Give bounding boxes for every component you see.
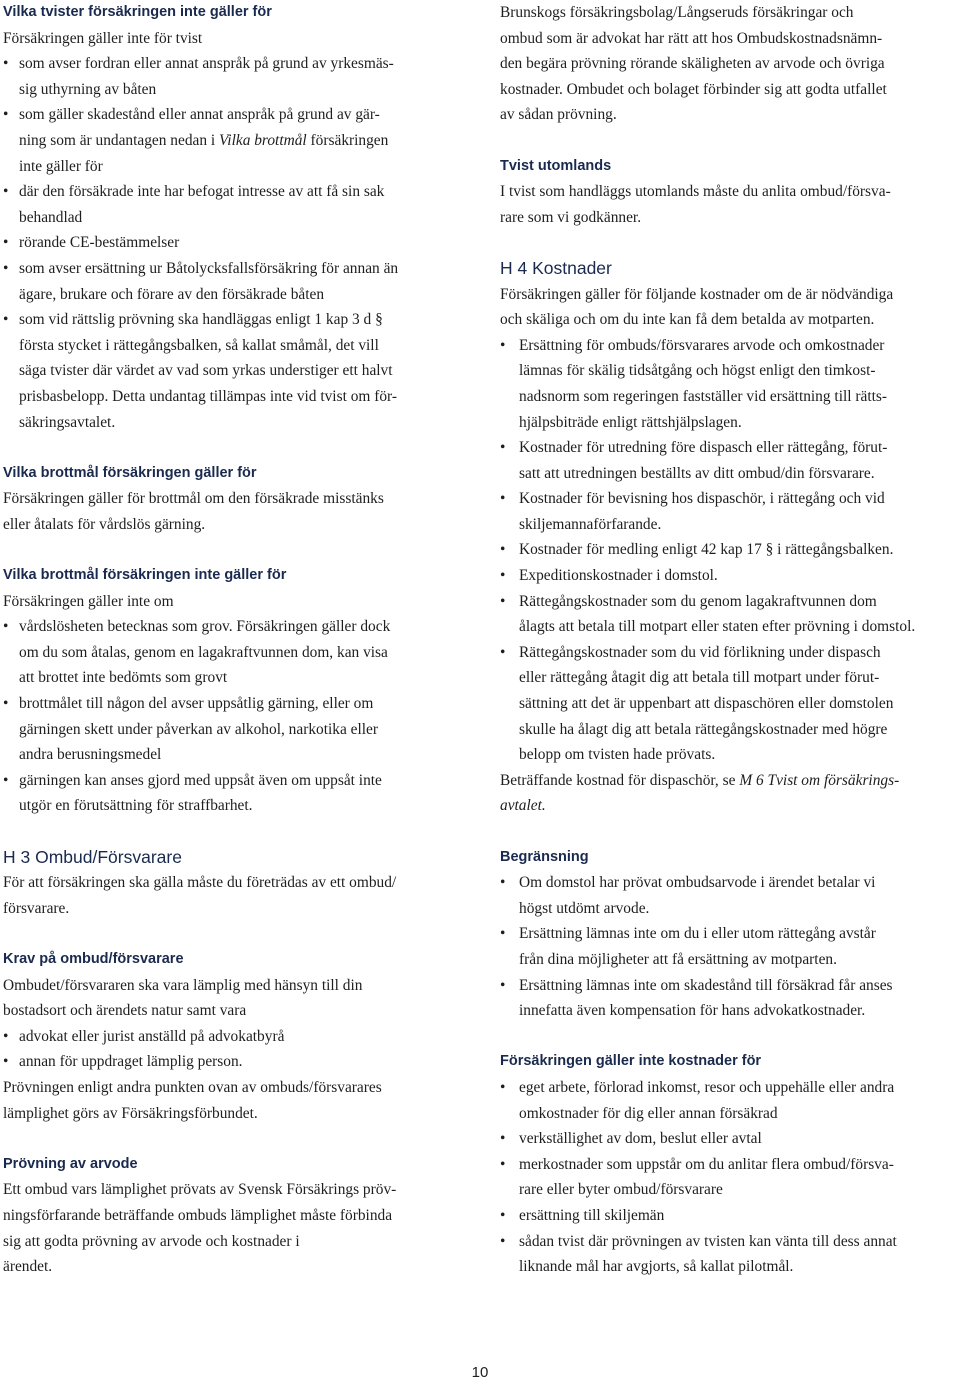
list-item-text: gärningen kan anses gjord med uppsåt även om uppsåt inte [19, 771, 382, 789]
bullet: • [500, 541, 506, 559]
section-heading-limitation: Begränsning [500, 848, 589, 865]
section-heading-crimes-excluded: Vilka brottmål försäkringen inte gäller för [3, 567, 287, 584]
list-item-text: belopp om tvisten hade prövats. [519, 746, 716, 764]
list-item-text: behandlad [19, 208, 83, 226]
list-item-text: hjälpsbiträde enligt rättshjälpslagen. [519, 413, 742, 431]
list-item-text: ersättning till skiljemän [519, 1206, 665, 1224]
list-item-text: andra berusningsmedel [19, 746, 162, 764]
bullet: • [500, 490, 506, 508]
list-item [500, 589, 960, 640]
paragraph-line: eller åtalats för vårdslös gärning. [3, 515, 206, 533]
paragraph-line: rare som vi godkänner. [500, 208, 642, 226]
list-item [500, 537, 960, 563]
list-item [3, 307, 465, 435]
bullet: • [500, 976, 506, 994]
list-item [500, 1126, 960, 1152]
list-item-text: att brottet inte bedömts som grovt [19, 669, 228, 687]
section-heading-fee-review: Prövning av arvode [3, 1155, 138, 1172]
paragraph-line: försvarare. [3, 899, 70, 917]
bullet: • [3, 259, 9, 277]
list-item [3, 102, 465, 179]
bullet: • [3, 771, 9, 789]
list-item-text: nadsnorm som regeringen fastställer vid ersättning till rätts- [519, 387, 887, 405]
list-item-text: om du som åtalas, genom en lagakraftvunnen dom, kan visa [19, 643, 388, 661]
list-item [3, 256, 465, 307]
paragraph-line: För att försäkringen ska gälla måste du företrädas av ett ombud/ [3, 874, 397, 892]
list-item [3, 768, 465, 819]
list-item-text: ålagts att betala till motpart eller staten efter prövning i domstol. [519, 618, 916, 636]
list-item [3, 1049, 465, 1075]
list-item-text: Expeditionskostnader i domstol. [519, 567, 718, 585]
paragraph: Försäkringen gäller inte för tvist [3, 29, 203, 47]
list-item [3, 230, 465, 256]
list-item-text: skulle ha ålagt dig att betala rättegångskostnader med högre [519, 720, 888, 738]
list-item-text: sättning att det är uppenbart att dispaschören eller domstolen [519, 695, 894, 713]
list-item-text: annan för uppdraget lämplig person. [19, 1053, 243, 1071]
list-item-text: Ersättning för ombuds/försvarares arvode och omkostnader [519, 336, 885, 354]
list-item-text: från dina möjligheter att få ersättning av motparten. [519, 950, 837, 968]
section-heading-costs-excluded: Försäkringen gäller inte kostnader för [500, 1053, 762, 1070]
list-item-text: högst utdömt arvode. [519, 899, 650, 917]
bullet: • [3, 311, 9, 329]
paragraph-line: ombud som är advokat har rätt att hos Ombudskostnadsnämn- [500, 29, 883, 47]
list-item-text: första stycket i rättegångsbalken, så kallat småmål, det vill [19, 336, 379, 354]
list-item-text: eller rättegång åtagit dig att betala till motpart under förut- [519, 669, 880, 687]
bullet: • [500, 925, 506, 943]
list-item [3, 51, 465, 102]
list-item [500, 333, 960, 435]
paragraph-line: den begära prövning rörande skäligheten av arvode och övriga [500, 55, 885, 73]
bullet: • [500, 1206, 506, 1224]
bullet: • [3, 183, 9, 201]
list-item-text: Ersättning lämnas inte om skadestånd till försäkrad får anses [519, 976, 893, 994]
paragraph-line: Ombudet/försvararen ska vara lämplig med hänsyn till din [3, 976, 363, 994]
paragraph-line: Prövningen enligt andra punkten ovan av ombuds/försvarares [3, 1078, 382, 1096]
list-item [500, 1229, 960, 1280]
page-number: 10 [471, 1364, 489, 1381]
list-item-text: utgör en förutsättning för straffbarhet. [19, 797, 253, 815]
bullet: • [3, 695, 9, 713]
list-item [500, 1075, 960, 1126]
paragraph-line: och skäliga och om du inte kan få dem betalda av motparten. [500, 311, 875, 329]
paragraph: Försäkringen gäller inte om [3, 592, 174, 610]
list-item-text: säkringsavtalet. [19, 413, 116, 431]
list-item-text: säga tvister där värdet av vad som yrkas understiger ett halvt [19, 362, 393, 380]
list-item-text: sig uthyrning av båten [19, 80, 157, 98]
list-item-text: liknande mål har avgjorts, så kallat pilotmål. [519, 1258, 794, 1276]
paragraph-line: Försäkringen gäller för följande kostnader om de är nödvändiga [500, 285, 894, 303]
list-item-text: merkostnader som uppstår om du anlitar flera ombud/försva- [519, 1155, 894, 1173]
paragraph-line: Ett ombud vars lämplighet prövats av Svensk Försäkrings pröv- [3, 1181, 397, 1199]
list-item-text: Kostnader för utredning före dispasch eller rättegång, förut- [519, 439, 888, 457]
bullet: • [500, 567, 506, 585]
list-item [500, 921, 960, 972]
paragraph-line: sig att godta prövning av arvode och kostnader i [3, 1232, 300, 1250]
paragraph-line: Beträffande kostnad för dispaschör, se M 6 Tvist om försäkrings- [500, 771, 900, 789]
list-item-text: Rättegångskostnader som du vid förlikning under dispasch [519, 643, 881, 661]
section-heading-disputes-excluded: Vilka tvister försäkringen inte gäller för [3, 4, 272, 20]
list-item-text: ägare, brukare och förare av den försäkrade båten [19, 285, 325, 303]
list-item-text: Om domstol har prövat ombudsarvode i ärendet betalar vi [519, 874, 876, 892]
list-item [3, 179, 465, 230]
bullet: • [500, 1155, 506, 1173]
list-item-text: verkställighet av dom, beslut eller avtal [519, 1130, 762, 1148]
paragraph-line: ärendet. [3, 1258, 53, 1276]
bullet: • [500, 336, 506, 354]
list-item-text: Rättegångskostnader som du genom lagakraftvunnen dom [519, 592, 877, 610]
list-item-text: som avser ersättning ur Båtolycksfallsförsäkring för annan än [19, 259, 399, 277]
section-heading-requirements: Krav på ombud/försvarare [3, 950, 184, 967]
bullet: • [500, 1078, 506, 1096]
list-item-text: som avser fordran eller annat anspråk på grund av yrkesmäs- [19, 55, 394, 73]
list-item-text: Kostnader för bevisning hos dispaschör, i rättegång och vid [519, 490, 885, 508]
list-item [3, 1024, 465, 1050]
list-item-text: brottmålet till någon del avser uppsåtlig gärning, eller om [19, 695, 374, 713]
chapter-heading-h3: H 3 Ombud/Försvarare [3, 846, 182, 867]
bullet: • [500, 643, 506, 661]
bullet: • [3, 55, 9, 73]
list-item [500, 1203, 960, 1229]
list-item-text: advokat eller jurist anställd på advokatbyrå [19, 1027, 285, 1045]
list-item-text: rare eller byter ombud/försvarare [519, 1181, 723, 1199]
chapter-heading-h4: H 4 Kostnader [500, 257, 612, 278]
list-item [500, 640, 960, 768]
list-item-text: ning som är undantagen nedan i Vilka brottmål försäkringen [19, 131, 389, 149]
list-item [500, 435, 960, 486]
cross-reference: Vilka brottmål [219, 131, 307, 149]
bullet: • [500, 874, 506, 892]
list-item-text: sådan tvist där prövningen av tvisten kan vänta till dess annat [519, 1232, 897, 1250]
list-item-text: som vid rättslig prövning ska handläggas enligt 1 kap 3 d § [19, 311, 383, 329]
paragraph-line: ningsförfarande beträffande ombuds lämplighet måste förbinda [3, 1206, 393, 1224]
list-item-text: eget arbete, förlorad inkomst, resor och uppehälle eller andra [519, 1078, 895, 1096]
list-item [500, 1152, 960, 1203]
bullet: • [3, 106, 9, 124]
paragraph-line: I tvist som handläggs utomlands måste du anlita ombud/försva- [500, 183, 891, 201]
right-column [500, 0, 960, 1280]
list-item-text: Ersättning lämnas inte om du i eller utom rättegång avstår [519, 925, 876, 943]
bullet: • [3, 618, 9, 636]
bullet: • [3, 1027, 9, 1045]
paragraph-line: av sådan prövning. [500, 106, 617, 124]
cross-reference: M 6 Tvist om försäkrings- [739, 771, 900, 789]
cross-reference: avtalet. [500, 797, 546, 815]
bullet: • [500, 1232, 506, 1250]
list-item [500, 973, 960, 1024]
list-item-text: skiljemannaförfarande. [519, 515, 662, 533]
list-item-text: som gäller skadestånd eller annat anspråk på grund av gär- [19, 106, 380, 124]
paragraph-line: lämplighet görs av Försäkringsförbundet. [3, 1104, 258, 1122]
bullet: • [3, 1053, 9, 1071]
list-item-text: vårdslösheten betecknas som grov. Försäkringen gäller dock [19, 618, 391, 636]
section-heading-crimes-covered: Vilka brottmål försäkringen gäller för [3, 464, 257, 481]
bullet: • [500, 592, 506, 610]
list-item-text: där den försäkrade inte har befogat intresse av att få sin sak [19, 183, 385, 201]
list-item [500, 870, 960, 921]
paragraph-line: Brunskogs försäkringsbolag/Långseruds försäkringar och [500, 4, 854, 21]
paragraph-line: bostadsort och ärendets natur samt vara [3, 1002, 247, 1020]
bullet: • [3, 234, 9, 252]
left-column [3, 0, 465, 1280]
list-item-text: inte gäller för [19, 157, 103, 175]
list-item-text: Kostnader för medling enligt 42 kap 17 § i rättegångsbalken. [519, 541, 894, 559]
paragraph-line: kostnader. Ombudet och bolaget förbinder sig att godta utfallet [500, 80, 887, 98]
list-item-text: gärningen skett under påverkan av alkohol, narkotika eller [19, 720, 378, 738]
list-item [500, 563, 960, 589]
bullet: • [500, 439, 506, 457]
list-item-text: omkostnader för dig eller annan försäkrad [519, 1104, 778, 1122]
paragraph-line: Försäkringen gäller för brottmål om den försäkrade misstänks [3, 490, 384, 508]
section-heading-disputes-abroad: Tvist utomlands [500, 157, 612, 174]
list-item-text: lämnas för skälig tidsåtgång och högst enligt den timkost- [519, 362, 876, 380]
list-item-text: prisbasbelopp. Detta undantag tillämpas inte vid tvist om för- [19, 387, 397, 405]
list-item-text: satt att utredningen beställts av ditt ombud/din försvarare. [519, 464, 875, 482]
list-item [500, 486, 960, 537]
list-item-text: rörande CE-bestämmelser [19, 234, 180, 252]
bullet: • [500, 1130, 506, 1148]
list-item [3, 614, 465, 691]
list-item-text: innefatta även kompensation för hans advokatkostnader. [519, 1002, 866, 1020]
list-item [3, 691, 465, 768]
